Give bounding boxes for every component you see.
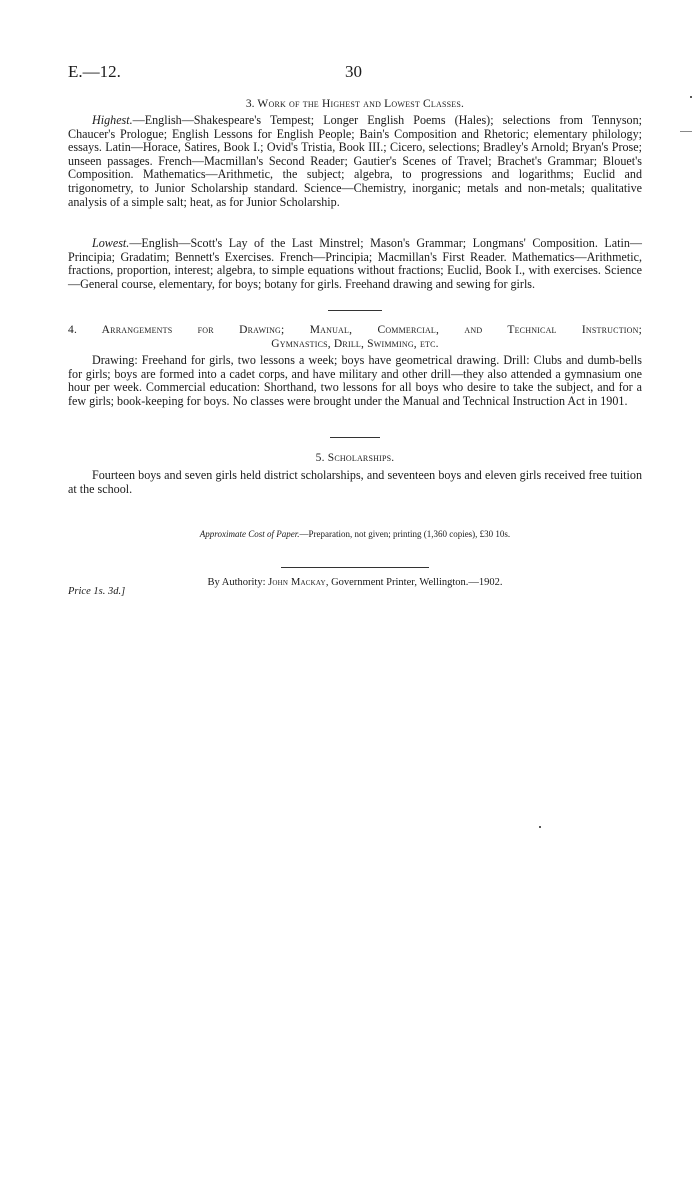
section-3-heading bbox=[68, 98, 642, 110]
document-reference: E.—12. bbox=[68, 62, 121, 81]
lowest-class-paragraph bbox=[68, 237, 642, 291]
authority-prefix: By Authority: bbox=[207, 577, 269, 588]
scan-mark bbox=[680, 131, 692, 132]
authority-suffix: , Government Printer, Wellington.—1902. bbox=[325, 577, 503, 588]
printer-name: John Mackay bbox=[268, 577, 326, 588]
section-5-paragraph: Fourteen boys and seven girls held district scholarships, and seventeen boys and eleven girls received free tuition at the school. bbox=[68, 468, 642, 496]
divider-rule bbox=[330, 437, 380, 438]
section-4-title-line-2: Gymnastics, Drill, Swimming, etc. bbox=[271, 338, 439, 350]
highest-class-paragraph bbox=[68, 114, 642, 209]
cost-text: —Preparation, not given; printing (1,360 copies), £30 10s. bbox=[299, 529, 511, 539]
section-3-number: 3. bbox=[245, 98, 255, 110]
section-3-title: Work of the Highest and Lowest Classes. bbox=[257, 98, 465, 110]
cost-label: Approximate Cost of Paper. bbox=[199, 529, 300, 539]
section-5-heading: 5. Scholarships. bbox=[315, 452, 395, 464]
printer-authority-line bbox=[68, 577, 642, 588]
page-number: 30 bbox=[345, 62, 362, 81]
highest-label: Highest. bbox=[92, 113, 133, 127]
price-note: Price 1s. 3d.] bbox=[68, 586, 126, 597]
cost-of-paper-note bbox=[68, 529, 642, 539]
divider-rule bbox=[328, 310, 382, 311]
lowest-text: —English—Scott's Lay of the Last Minstrel; Mason's Grammar; Longmans' Composition. Latin—Principia; Gradatim; Bennett's Exercises. French—Principia; Macmillan's First Reader. Mathematics—Arithmetic, fractions, proportion, interest; algebra, to simple equations without fractions; Euclid, Book I., with exercises. Science—General course, elementary, for boys; botany for girls. Freehand drawing and sewing for girls. bbox=[68, 236, 642, 291]
section-4-title-line-1: 4. Arrangements for Drawing; Manual, Commercial, and Technical Instruction; bbox=[68, 324, 642, 336]
highest-text: —English—Shakespeare's Tempest; Longer English Poems (Hales); selections from Tennyson; Chaucer's Prologue; English Lessons for English People; Bain's Composition and Rhetoric; elementary philology; essays. Latin—Horace, Satires, Book I.; Ovid's Tristia, Book III.; Cicero, selections; Bradley's Arnold; Bryan's Prose; unseen passages. French—Macmillan's Second Reader; Gautier's Scenes of Travel; Brachet's Grammar; Blouet's Composition. Mathematics—Arithmetic, the subject; algebra, to progressions and logarithms; Euclid and trigonometry, to Junior Scholarship standard. Science—Chemistry, inorganic; metals and non-metals; qualitative analysis of a simple salt; heat, as for Junior Scholarship. bbox=[68, 113, 642, 209]
section-4-paragraph: Drawing: Freehand for girls, two lessons a week; boys have geometrical drawing. Drill: Clubs and dumb-bells for girls; boys are formed into a cadet corps, and have military and other drill—they also attended a gymnasium one hour per week. Commercial education: Shorthand, two lessons for all boys who desire to take the subject, and for a few girls; book-keeping for boys. No classes were brought under the Manual and Technical Instruction Act in 1901. bbox=[68, 353, 642, 408]
scan-speck bbox=[539, 826, 541, 828]
footer-rule bbox=[281, 567, 429, 568]
scan-speck bbox=[690, 96, 692, 98]
lowest-label: Lowest. bbox=[92, 236, 130, 250]
